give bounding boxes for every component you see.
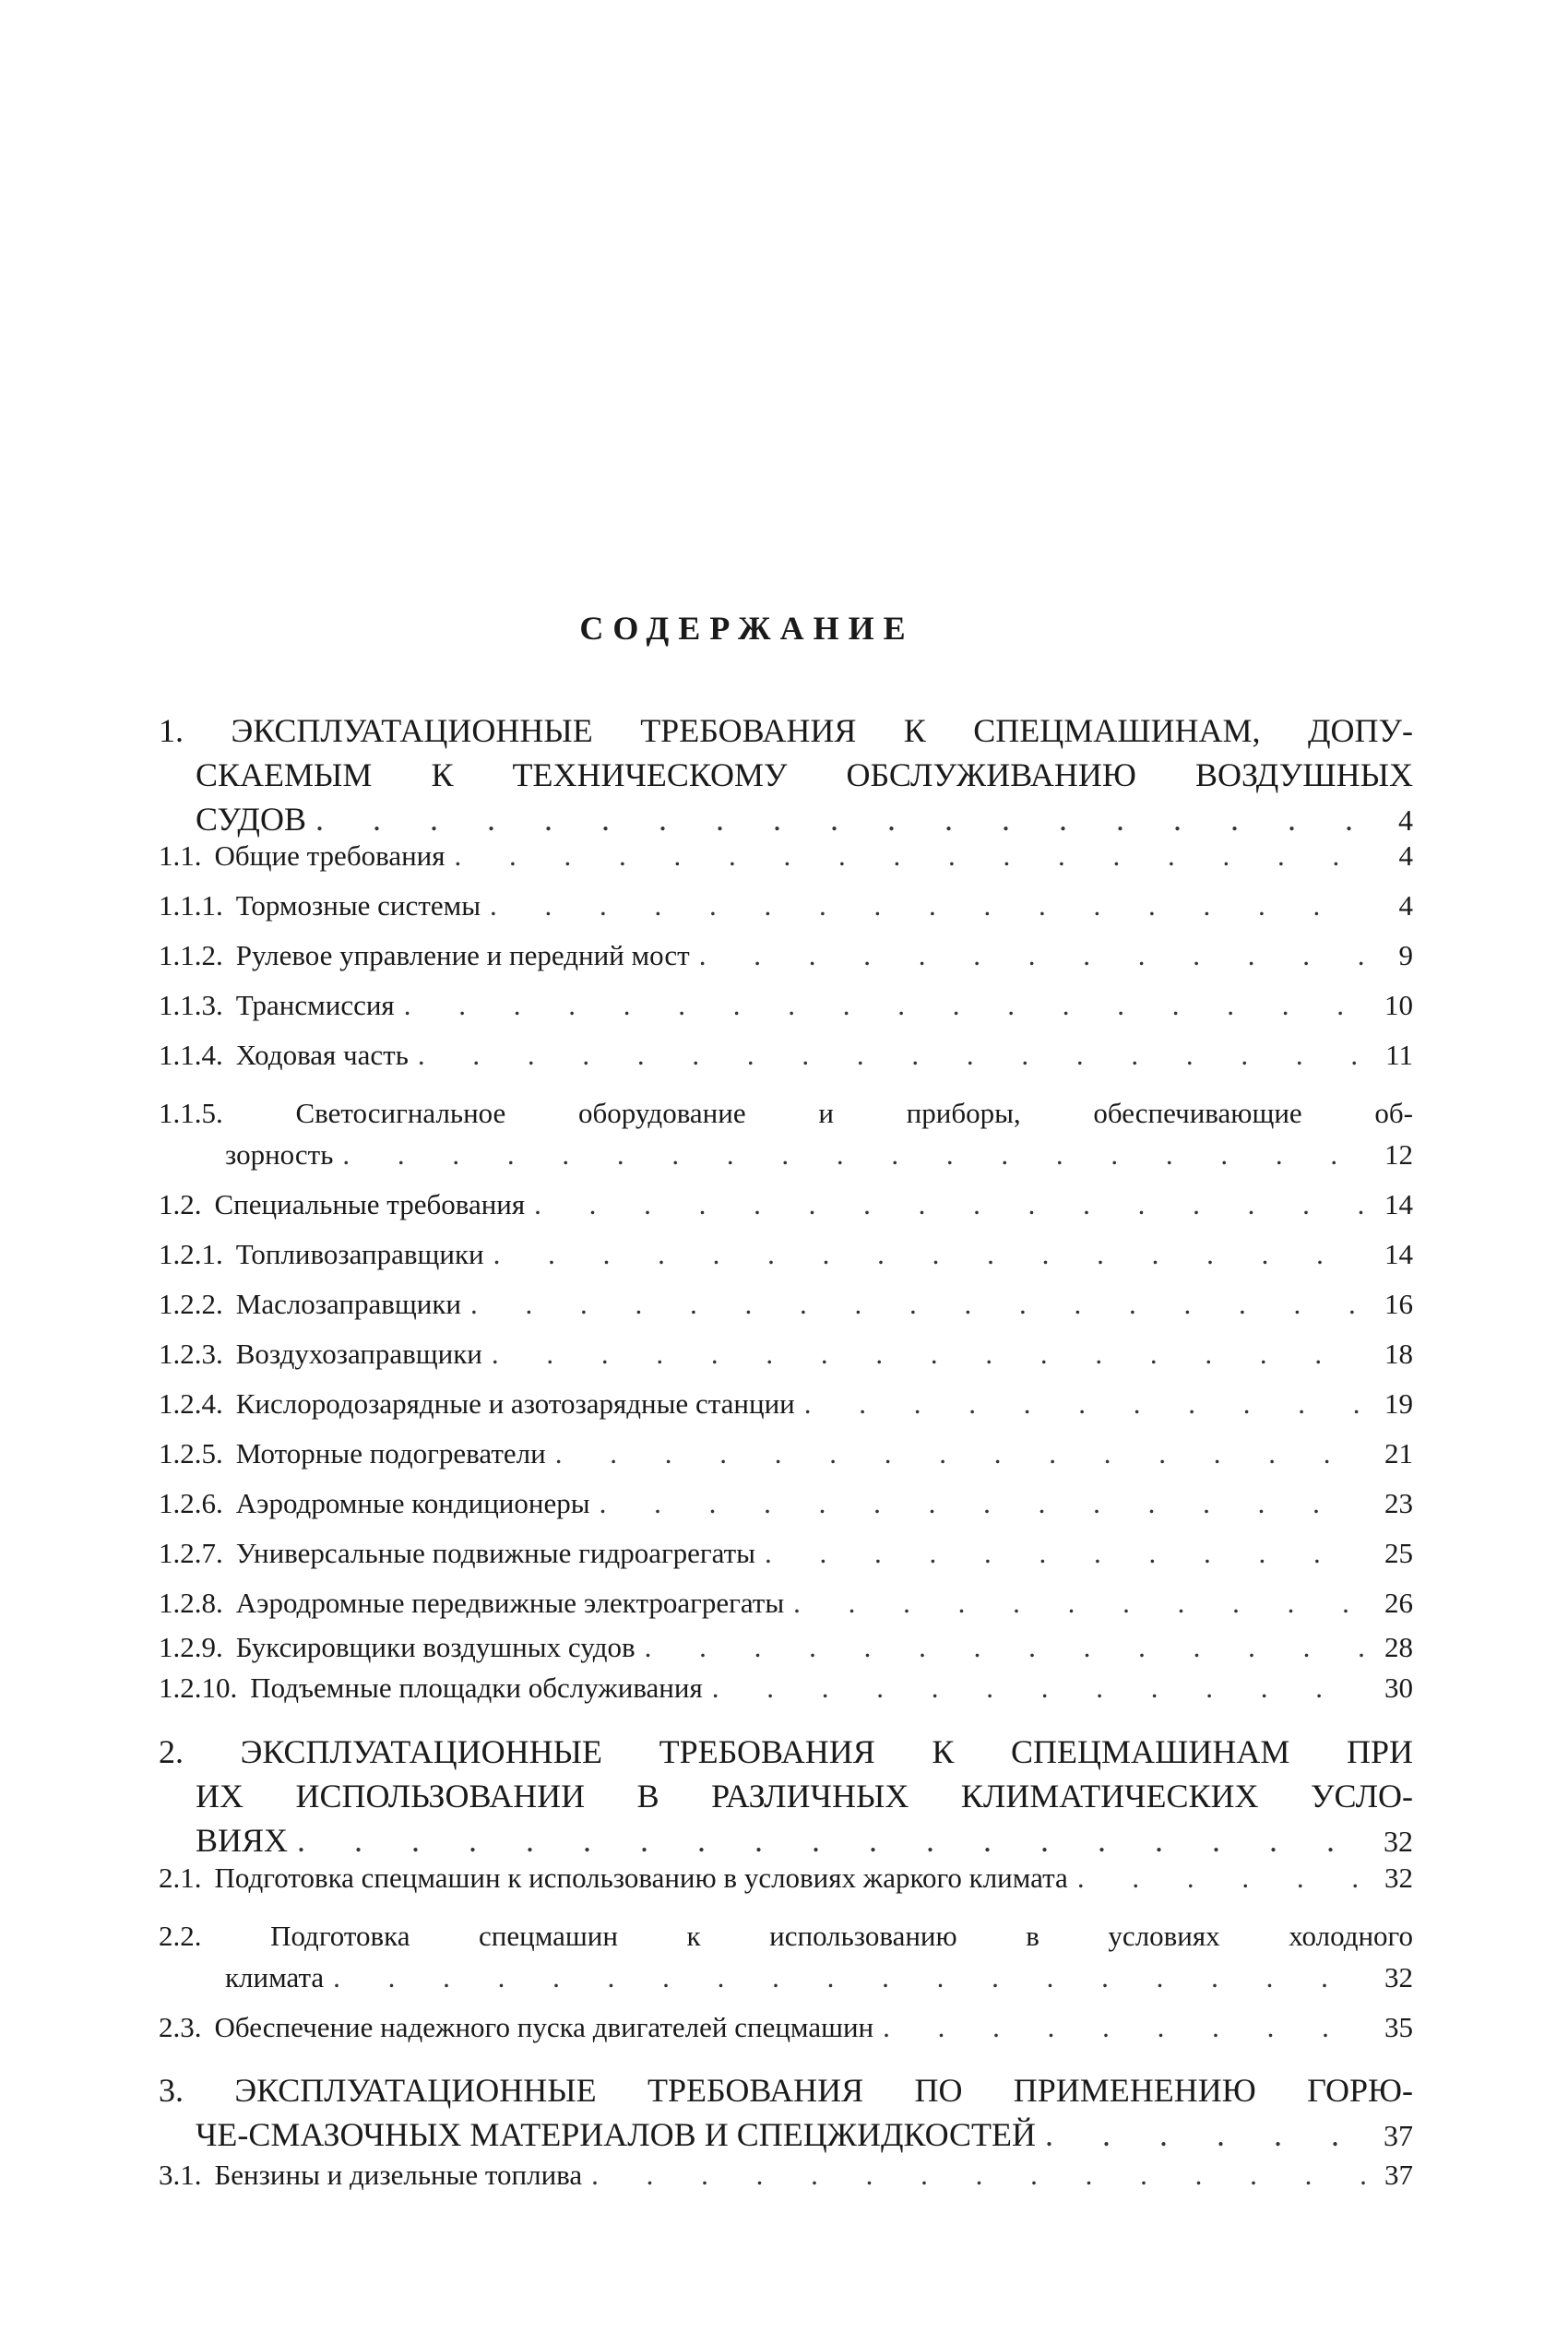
page-number: 26 (1384, 1587, 1413, 1619)
page-number: 23 (1384, 1487, 1413, 1519)
page-number: 12 (1384, 1138, 1413, 1171)
leader-dots (591, 2159, 1367, 2192)
toc-entry-1-2-3[interactable]: 1.2.3. Воздухозаправщики . . . 18 (159, 1338, 1413, 1387)
page-number: 4 (1398, 803, 1413, 837)
leader-dots (297, 1818, 1367, 1862)
toc-entry-1-2-7[interactable]: 1.2.7. Универсальные подвижные гидроагрегаты . . . 25 (159, 1537, 1413, 1587)
leader-dots (404, 989, 1367, 1022)
page-number: 16 (1384, 1288, 1413, 1320)
leader-dots (534, 1188, 1367, 1221)
page-number: 32 (1384, 1862, 1413, 1894)
page-number: 19 (1384, 1387, 1413, 1420)
toc-entry-1-2-5[interactable]: 1.2.5. Моторные подогреватели . . . 21 (159, 1437, 1413, 1487)
section-heading-line: СКАЕМЫМ К ТЕХНИЧЕСКОМУ ОБСЛУЖИВАНИЮ ВОЗДУШНЫХ (196, 756, 1413, 793)
leader-dots (765, 1537, 1367, 1570)
toc-entry-2-2[interactable]: 2.2. Подготовка спецмашин к использованию в условиях холодного климата . . . 32 (159, 1911, 1413, 2011)
leader-dots (645, 1631, 1367, 1664)
page-number: 21 (1384, 1437, 1413, 1469)
leader-dots (493, 1238, 1367, 1271)
leader-dots (315, 797, 1367, 841)
page-number: 28 (1384, 1631, 1413, 1663)
page-number: 37 (1384, 2159, 1413, 2191)
leader-dots (1077, 1862, 1367, 1895)
page-number: 14 (1384, 1188, 1413, 1220)
section-heading-last-line: ЧЕ-СМАЗОЧНЫХ МАТЕРИАЛОВ И СПЕЦЖИДКОСТЕЙ . . . 37 (159, 2112, 1413, 2157)
section-heading-line: 1. ЭКСПЛУАТАЦИОННЫЕ ТРЕБОВАНИЯ К СПЕЦМАШИНАМ, ДОПУ- (159, 712, 1414, 749)
section-heading-line: 3. ЭКСПЛУАТАЦИОННЫЕ ТРЕБОВАНИЯ ПО ПРИМЕНЕНИЮ ГОРЮ- (159, 2072, 1413, 2109)
toc-entry-1-2-2[interactable]: 1.2.2. Маслозаправщики . . . 16 (159, 1288, 1413, 1338)
section-heading-last-line: СУДОВ . . . 4 (159, 797, 1413, 841)
toc-entry-1-2-6[interactable]: 1.2.6. Аэродромные кондиционеры . . . 23 (159, 1487, 1413, 1537)
page-number: 32 (1384, 1961, 1413, 1993)
leader-dots (1045, 2112, 1367, 2157)
leader-dots (418, 1039, 1367, 1072)
toc-entry-1-1-1[interactable]: 1.1.1. Тормозные системы . . . 4 (159, 889, 1413, 939)
leader-dots (793, 1587, 1367, 1620)
toc-section-2[interactable] (159, 1730, 1413, 1862)
toc-entry-1-2-10[interactable]: 1.2.10. Подъемные площадки обслуживания . . . 30 (159, 1672, 1413, 1721)
toc-entry-1-1-3[interactable]: 1.1.3. Трансмиссия . . . 10 (159, 989, 1413, 1039)
toc-entry-1-2-4[interactable]: 1.2.4. Кислородозарядные и азотозарядные станции . . . 19 (159, 1387, 1413, 1437)
leader-dots (712, 1672, 1367, 1705)
page-number: 9 (1398, 939, 1413, 971)
page-number: 10 (1384, 989, 1413, 1021)
section-heading-line: 2. ЭКСПЛУАТАЦИОННЫЕ ТРЕБОВАНИЯ К СПЕЦМАШИНАМ ПРИ (159, 1733, 1414, 1770)
toc-entry-1-1[interactable]: 1.1. Общие требования . . . 4 (159, 839, 1413, 889)
section-heading-line: ИХ ИСПОЛЬЗОВАНИИ В РАЗЛИЧНЫХ КЛИМАТИЧЕСКИХ УСЛО- (196, 1778, 1413, 1814)
section-heading-last-line: ВИЯХ . . . 32 (159, 1818, 1413, 1862)
page-number: 11 (1385, 1039, 1413, 1071)
page-number: 4 (1398, 839, 1413, 872)
leader-dots (883, 2011, 1367, 2044)
toc-title: СОДЕРЖАНИЕ (579, 610, 915, 647)
page-number: 32 (1384, 1825, 1413, 1858)
toc-section-1[interactable] (159, 708, 1413, 841)
leader-dots (490, 889, 1367, 922)
toc-entry-1-1-5[interactable]: 1.1.5. Светосигнальное оборудование и приборы, обеспечивающие об- зорность . . . 12 (159, 1089, 1413, 1188)
page-number: 18 (1384, 1338, 1413, 1370)
toc-entry-2-3[interactable]: 2.3. Обеспечение надежного пуска двигателей спецмашин . . . 35 (159, 2011, 1413, 2061)
toc-entry-1-1-2[interactable]: 1.1.2. Рулевое управление и передний мост . . . 9 (159, 939, 1413, 989)
toc-entry-2-1[interactable]: 2.1. Подготовка спецмашин к использованию в условиях жаркого климата . . . 32 (159, 1862, 1413, 1911)
leader-dots (555, 1437, 1367, 1470)
page-number: 14 (1384, 1238, 1413, 1270)
leader-dots (804, 1387, 1367, 1421)
toc-entry-1-2-9[interactable]: 1.2.9. Буксировщики воздушных судов . . . 28 (159, 1631, 1413, 1681)
leader-dots (455, 839, 1367, 873)
leader-dots (342, 1138, 1367, 1172)
toc-entry-1-2[interactable]: 1.2. Специальные требования . . . 14 (159, 1188, 1413, 1238)
page-number: 30 (1384, 1672, 1413, 1704)
page-number: 35 (1384, 2011, 1413, 2043)
toc-entry-1-1-4[interactable]: 1.1.4. Ходовая часть . . . 11 (159, 1039, 1413, 1089)
leader-dots (600, 1487, 1367, 1520)
toc-entry-3-1[interactable]: 3.1. Бензины и дизельные топлива . . . 37 (159, 2159, 1413, 2208)
toc-entry-1-2-1[interactable]: 1.2.1. Топливозаправщики . . . 14 (159, 1238, 1413, 1288)
toc-section-3[interactable] (159, 2068, 1413, 2157)
page-number: 25 (1384, 1537, 1413, 1569)
toc-entry-1-2-8[interactable]: 1.2.8. Аэродромные передвижные электроагрегаты . . . 26 (159, 1587, 1413, 1636)
leader-dots (470, 1288, 1367, 1321)
leader-dots (333, 1961, 1367, 1994)
leader-dots (492, 1338, 1367, 1371)
page-number: 37 (1384, 2119, 1413, 2152)
page-number: 4 (1398, 889, 1413, 922)
leader-dots (699, 939, 1367, 972)
